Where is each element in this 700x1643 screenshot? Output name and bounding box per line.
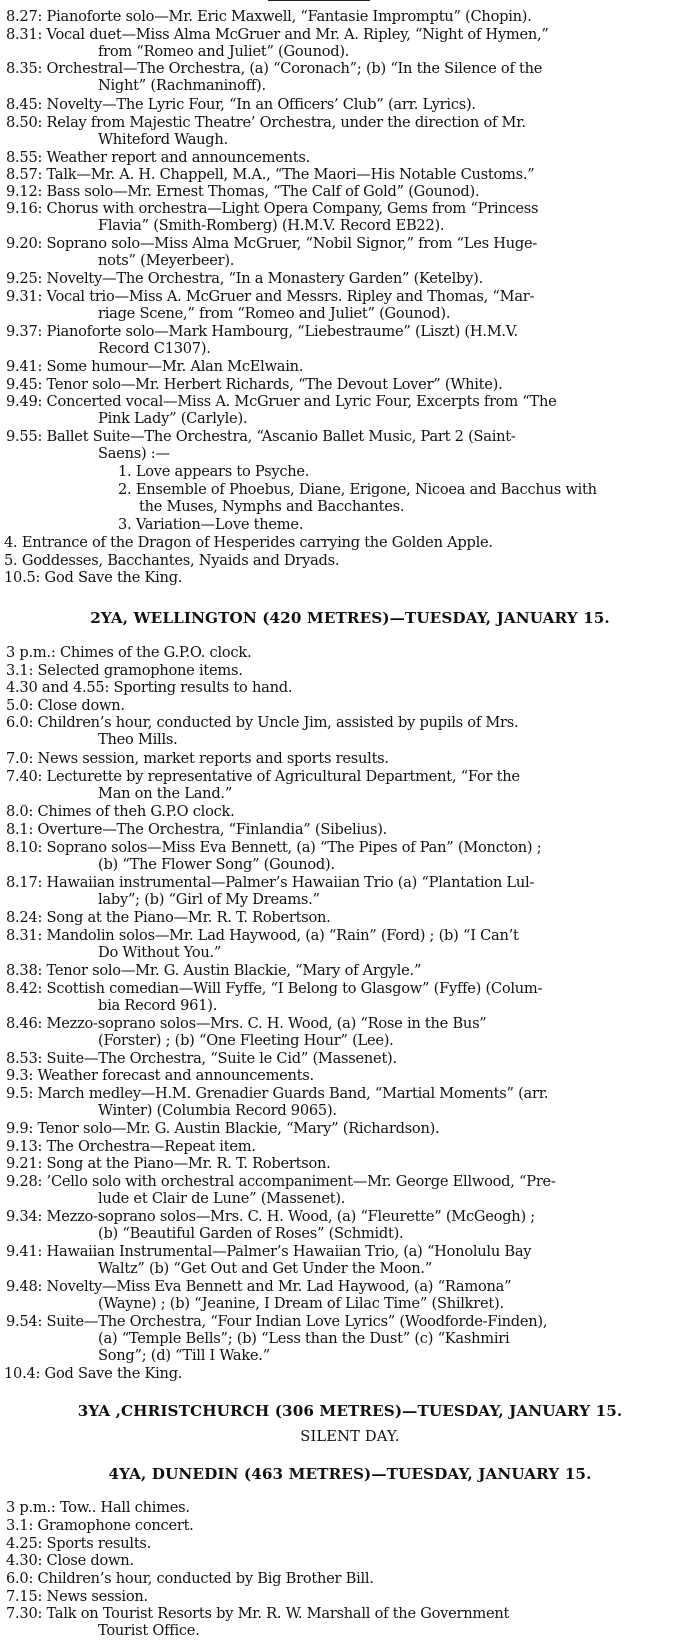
program-line-continuation: (Forster) ; (b) “One Fleeting Hour” (Lee). xyxy=(98,1032,394,1049)
program-line: 8.35: Orchestral—The Orchestra, (a) “Coronach”; (b) “In the Silence of the xyxy=(6,60,543,77)
program-line-continuation: Winter) (Columbia Record 9065). xyxy=(98,1102,337,1119)
program-line: 9.12: Bass solo—Mr. Ernest Thomas, “The Calf of Gold” (Gounod). xyxy=(6,183,480,200)
program-line: 9.3: Weather forecast and announcements. xyxy=(6,1067,314,1084)
program-line: 10.5: God Save the King. xyxy=(4,569,183,586)
program-line-continuation: (a) “Temple Bells”; (b) “Less than the Dust” (c) “Kashmiri xyxy=(98,1330,510,1347)
program-line: 8.24: Song at the Piano—Mr. R. T. Robertson. xyxy=(6,909,331,926)
program-line: 9.45: Tenor solo—Mr. Herbert Richards, “The Devout Lover” (White). xyxy=(6,376,503,393)
program-line: 8.31: Mandolin solos—Mr. Lad Haywood, (a) “Rain” (Ford) ; (b) “I Can’t xyxy=(6,927,519,944)
program-line: 9.37: Pianoforte solo—Mark Hambourg, “Liebestraume” (Liszt) (H.M.V. xyxy=(6,323,518,340)
program-line-continuation: laby”; (b) “Girl of My Dreams.” xyxy=(98,891,320,908)
program-line: 9.55: Ballet Suite—The Orchestra, “Ascanio Ballet Music, Part 2 (Saint- xyxy=(6,428,516,445)
program-line: 8.53: Suite—The Orchestra, “Suite le Cid” (Massenet). xyxy=(6,1050,397,1067)
program-line: 9.13: The Orchestra—Repeat item. xyxy=(6,1138,256,1155)
program-line-continuation: Theo Mills. xyxy=(98,731,178,748)
program-line: 9.41: Some humour—Mr. Alan McElwain. xyxy=(6,358,304,375)
program-line-continuation: Record C1307). xyxy=(98,340,211,357)
program-line: 7.0: News session, market reports and sports results. xyxy=(6,750,389,767)
ballet-list-item-continuation: the Muses, Nymphs and Bacchantes. xyxy=(139,498,405,515)
program-line: 9.28: ’Cello solo with orchestral accompaniment—Mr. George Ellwood, “Pre- xyxy=(6,1173,556,1190)
program-line: 8.0: Chimes of theh G.P.O clock. xyxy=(6,803,235,820)
program-line-continuation: bia Record 961). xyxy=(98,997,218,1014)
program-line: 7.15: News session. xyxy=(6,1588,148,1605)
program-line: 9.20: Soprano solo—Miss Alma McGruer, “Nobil Signor,” from “Les Huge- xyxy=(6,235,538,252)
program-line: 9.5: March medley—H.M. Grenadier Guards Band, “Martial Moments” (arr. xyxy=(6,1085,549,1102)
program-line: 8.1: Overture—The Orchestra, “Finlandia” (Sibelius). xyxy=(6,821,388,838)
program-line-continuation: Pink Lady” (Carlyle). xyxy=(98,410,248,427)
program-line-continuation: riage Scene,” from “Romeo and Juliet” (Gounod). xyxy=(98,305,451,322)
ballet-list-item: 2. Ensemble of Phoebus, Diane, Erigone, Nicoea and Bacchus with xyxy=(118,481,597,498)
program-line-continuation: Tourist Office. xyxy=(98,1622,200,1639)
program-line: 3.1: Selected gramophone items. xyxy=(6,662,243,679)
program-line: 4.30 and 4.55: Sporting results to hand. xyxy=(6,679,293,696)
program-line: 9.25: Novelty—The Orchestra, “In a Monastery Garden” (Ketelby). xyxy=(6,270,483,287)
program-line: 8.45: Novelty—The Lyric Four, “In an Officers’ Club” (arr. Lyrics). xyxy=(6,96,476,113)
program-line: 6.0: Children’s hour, conducted by Big Brother Bill. xyxy=(6,1570,374,1587)
program-line-continuation: Song”; (d) “Till I Wake.” xyxy=(98,1347,270,1364)
program-line: 8.50: Relay from Majestic Theatre’ Orchestra, under the direction of Mr. xyxy=(6,114,526,131)
program-line: 9.9: Tenor solo—Mr. G. Austin Blackie, “Mary” (Richardson). xyxy=(6,1120,440,1137)
program-line-continuation: Saens) :— xyxy=(98,445,170,462)
program-line: 9.16: Chorus with orchestra—Light Opera Company, Gems from “Princess xyxy=(6,200,539,217)
top-rule xyxy=(268,0,370,1)
program-line: 9.54: Suite—The Orchestra, “Four Indian Love Lyrics” (Woodforde-Finden), xyxy=(6,1313,548,1330)
ballet-list-item: 5. Goddesses, Bacchantes, Nyaids and Dryads. xyxy=(4,552,340,569)
program-line: 9.31: Vocal trio—Miss A. McGruer and Messrs. Ripley and Thomas, “Mar- xyxy=(6,288,535,305)
program-line-continuation: (b) “The Flower Song” (Gounod). xyxy=(98,856,335,873)
station-heading: 2YA, WELLINGTON (420 METRES)—TUESDAY, JANUARY 15. xyxy=(90,609,610,627)
program-line: 7.30: Talk on Tourist Resorts by Mr. R. W. Marshall of the Government xyxy=(6,1605,510,1622)
program-line: 4.30: Close down. xyxy=(6,1552,134,1569)
program-line: 8.27: Pianoforte solo—Mr. Eric Maxwell, “Fantasie Impromptu” (Chopin). xyxy=(6,8,532,25)
program-line-continuation: (b) “Beautiful Garden of Roses” (Schmidt). xyxy=(98,1225,404,1242)
program-line: 3.1: Gramophone concert. xyxy=(6,1517,194,1534)
program-line: 9.49: Concerted vocal—Miss A. McGruer and Lyric Four, Excerpts from “The xyxy=(6,393,557,410)
program-line: 8.38: Tenor solo—Mr. G. Austin Blackie, “Mary of Argyle.” xyxy=(6,962,422,979)
program-line: 5.0: Close down. xyxy=(6,697,125,714)
program-line: 10.4: God Save the King. xyxy=(4,1365,183,1382)
program-line: 6.0: Children’s hour, conducted by Uncle Jim, assisted by pupils of Mrs. xyxy=(6,714,519,731)
program-line-continuation: Waltz” (b) “Get Out and Get Under the Moon.” xyxy=(98,1260,432,1277)
program-line-continuation: Man on the Land.” xyxy=(98,785,233,802)
silent-day-note: SILENT DAY. xyxy=(300,1428,400,1445)
ballet-list-item: 4. Entrance of the Dragon of Hesperides carrying the Golden Apple. xyxy=(4,534,493,551)
program-line-continuation: from “Romeo and Juliet” (Gounod). xyxy=(98,43,350,60)
program-line: 3 p.m.: Tow.. Hall chimes. xyxy=(6,1499,190,1516)
program-line: 9.41: Hawaiian Instrumental—Palmer’s Hawaiian Trio, (a) “Honolulu Bay xyxy=(6,1243,532,1260)
program-line-continuation: lude et Clair de Lune” (Massenet). xyxy=(98,1190,346,1207)
program-line-continuation: Do Without You.” xyxy=(98,944,222,961)
program-line: 9.48: Novelty—Miss Eva Bennett and Mr. Lad Haywood, (a) “Ramona” xyxy=(6,1278,512,1295)
program-line: 9.34: Mezzo-soprano solos—Mrs. C. H. Wood, (a) “Fleurette” (McGeogh) ; xyxy=(6,1208,535,1225)
program-line-continuation: Flavia” (Smith-Romberg) (H.M.V. Record EB22). xyxy=(98,217,445,234)
ballet-list-item: 1. Love appears to Psyche. xyxy=(118,463,310,480)
program-line: 8.55: Weather report and announcements. xyxy=(6,149,311,166)
program-line: 8.31: Vocal duet—Miss Alma McGruer and Mr. A. Ripley, “Night of Hymen,” xyxy=(6,26,549,43)
program-line: 9.21: Song at the Piano—Mr. R. T. Robertson. xyxy=(6,1155,331,1172)
program-line: 7.40: Lecturette by representative of Agricultural Department, “For the xyxy=(6,768,520,785)
program-line: 8.42: Scottish comedian—Will Fyffe, “I Belong to Glasgow” (Fyffe) (Colum- xyxy=(6,980,543,997)
station-heading: 3YA ,CHRISTCHURCH (306 METRES)—TUESDAY, JANUARY 15. xyxy=(77,1402,623,1420)
program-line: 8.57: Talk—Mr. A. H. Chappell, M.A., “The Maori—His Notable Customs.” xyxy=(6,166,535,183)
program-line: 8.10: Soprano solos—Miss Eva Bennett, (a) “The Pipes of Pan” (Moncton) ; xyxy=(6,839,542,856)
program-line-continuation: (Wayne) ; (b) “Jeanine, I Dream of Lilac Time” (Shilkret). xyxy=(98,1295,504,1312)
program-line: 8.46: Mezzo-soprano solos—Mrs. C. H. Wood, (a) “Rose in the Bus” xyxy=(6,1015,487,1032)
program-line: 4.25: Sports results. xyxy=(6,1535,152,1552)
program-line: 8.17: Hawaiian instrumental—Palmer’s Hawaiian Trio (a) “Plantation Lul- xyxy=(6,874,535,891)
program-line: 3 p.m.: Chimes of the G.P.O. clock. xyxy=(6,644,252,661)
program-line-continuation: Night” (Rachmaninoff). xyxy=(98,77,266,94)
program-line-continuation: Whiteford Waugh. xyxy=(98,131,228,148)
ballet-list-item: 3. Variation—Love theme. xyxy=(118,516,304,533)
program-line-continuation: nots” (Meyerbeer). xyxy=(98,252,235,269)
station-heading: 4YA, DUNEDIN (463 METRES)—TUESDAY, JANUARY 15. xyxy=(108,1465,592,1483)
